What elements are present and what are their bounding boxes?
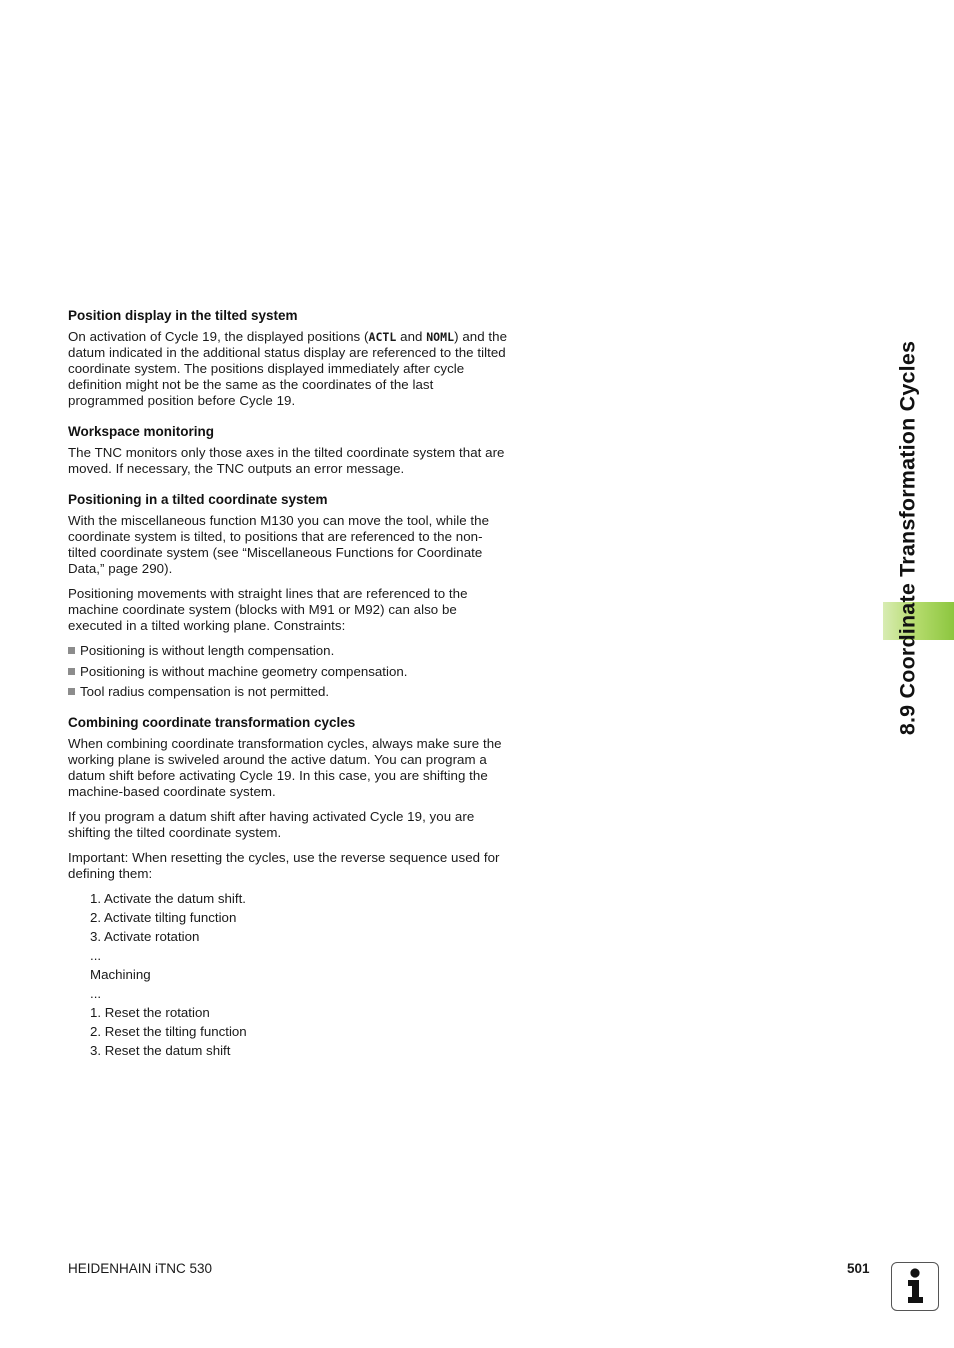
section-workspace-monitoring	[68, 423, 510, 477]
sequence-step: ...	[90, 948, 102, 964]
section-combining	[68, 714, 510, 1059]
section-heading: Positioning in a tilted coordinate system	[68, 492, 328, 507]
footer-product-name: HEIDENHAIN iTNC 530	[68, 1261, 213, 1276]
chapter-title-text: 8.9 Coordinate Transformation Cycles	[895, 340, 920, 736]
sequence-step: 3. Reset the datum shift	[90, 1043, 231, 1059]
noml-code: NOML	[426, 330, 455, 344]
paragraph: If you program a datum shift after having activated Cycle 19, you are shifting the tilted coordinate system.	[68, 809, 475, 841]
list-item: Positioning is without machine geometry compensation.	[68, 664, 510, 680]
sequence-list	[90, 891, 510, 1059]
section-heading: Combining coordinate transformation cycles	[68, 715, 356, 731]
section-heading: Workspace monitoring	[68, 424, 215, 439]
sequence-step: 1. Reset the rotation	[90, 1005, 210, 1021]
paragraph: Important: When resetting the cycles, use the reverse sequence used for defining them:	[68, 850, 500, 882]
page-number: 501	[847, 1261, 870, 1276]
bullet-square-icon	[68, 647, 75, 654]
sequence-step: 2. Reset the tilting function	[90, 1024, 247, 1040]
paragraph: On activation of Cycle 19, the displayed positions (ACTL and NOML) and the datum indicated in the additional status display are referenced to the tilted coordinate system. The positions displayed immediately after cycle definition might not be the same as the coordinates of the last programmed position before Cycle 19.	[68, 329, 508, 408]
paragraph: The TNC monitors only those axes in the tilted coordinate system that are moved. If necessary, the TNC outputs an error message.	[68, 445, 505, 476]
constraints-list	[68, 643, 510, 700]
sequence-step: Machining	[90, 967, 151, 983]
paragraph: When combining coordinate transformation cycles, always make sure the working plane is swiveled around the active datum. You can program a datum shift before activating Cycle 19. In this case, you are shifting the machine-based coordinate system.	[68, 736, 502, 800]
main-content	[68, 307, 510, 1062]
list-item: Tool radius compensation is not permitted.	[68, 684, 510, 700]
list-item: Positioning is without length compensation.	[68, 643, 510, 659]
actl-code: ACTL	[368, 330, 397, 344]
bullet-square-icon	[68, 688, 75, 695]
sequence-step: 2. Activate tilting function	[90, 910, 237, 926]
bullet-square-icon	[68, 668, 75, 675]
section-positioning	[68, 491, 510, 700]
paragraph: With the miscellaneous function M130 you can move the tool, while the coordinate system is tilted, to positions that are referenced to the non-tilted coordinate system (see “Miscellaneous Functions for Coordinate Data,” page 290).	[68, 513, 490, 576]
info-icon	[891, 1262, 939, 1311]
sequence-step: 3. Activate rotation	[90, 929, 200, 945]
sequence-step: ...	[90, 986, 102, 1002]
section-heading: Position display in the tilted system	[68, 308, 298, 323]
sequence-step: 1. Activate the datum shift.	[90, 891, 246, 907]
paragraph: Positioning movements with straight lines that are referenced to the machine coordinate system (blocks with M91 or M92) can also be executed in a tilted working plane. Constraints:	[68, 586, 468, 633]
section-position-display	[68, 307, 510, 409]
